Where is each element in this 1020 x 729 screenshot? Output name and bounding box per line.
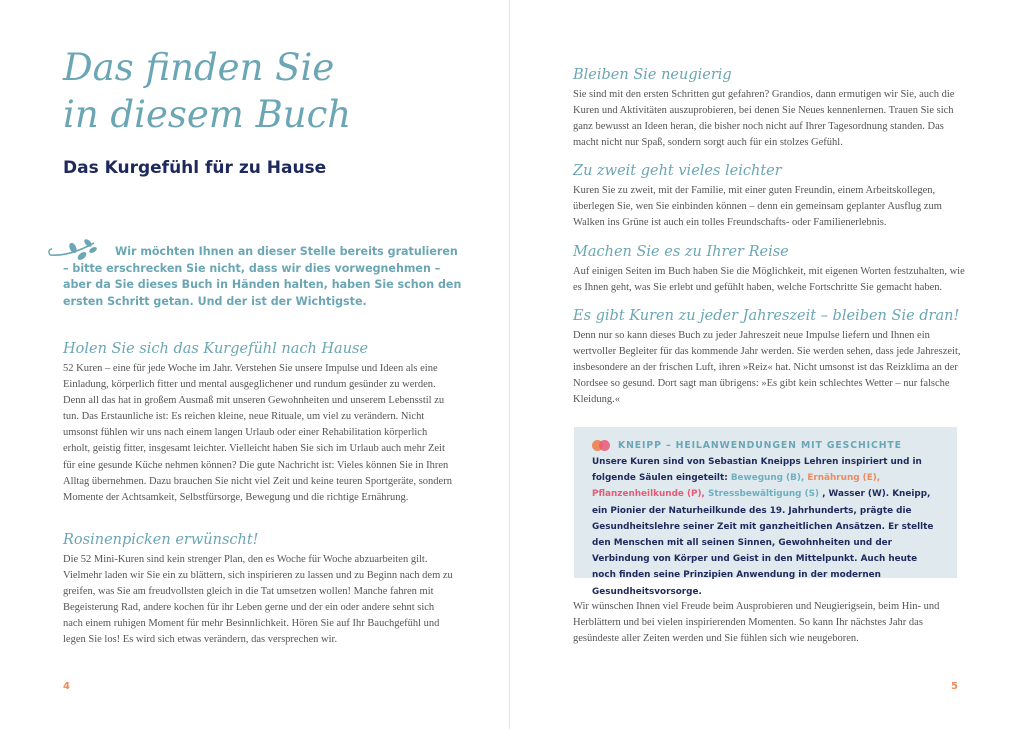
section-body: Auf einigen Seiten im Buch haben Sie die Möglichkeit, mit eigenen Worten festzuhalten, wie es Ihnen geht, was Sie erlebt und gefühlt haben, welche Fortschritte Sie gemacht haben. <box>573 266 965 294</box>
left-page <box>0 0 509 729</box>
section-heading: Machen Sie es zu Ihrer Reise <box>573 244 789 260</box>
page-number-right: 5 <box>951 681 958 692</box>
page-title <box>63 44 483 138</box>
kneipp-logo-icon <box>592 439 612 451</box>
page-number-left: 4 <box>63 681 70 692</box>
section-body: Sie sind mit den ersten Schritten gut gefahren? Grandios, dann ermutigen wir Sie, auch die Kuren und Aktivitäten auszuprobieren, bei denen Sie Neues kennenlernen. Trauen Sie sich ganz bewusst an Ideen heran, die bisher noch nicht auf Ihrer Tagesordnung standen. Das macht nicht nur Spaß, sondern sorgt auch für ein stolzes Gefühl. <box>573 89 955 149</box>
section-jahreszeit <box>573 307 968 408</box>
section-zweit <box>573 162 968 231</box>
section-heading: Holen Sie sich das Kurgefühl nach Hause <box>63 341 369 357</box>
kneipp-info-box <box>574 427 957 597</box>
section-body: 52 Kuren – eine für jede Woche im Jahr. Verstehen Sie unsere Impulse und Ideen als eine Einladung, körperlich fitter und mental ausgeglichener und rundum gesünder zu werden. Denn all das hat in großem Ausmaß mit unseren Gewohnheiten und unserem Lebensstil zu tun. Das Erstaunliche ist: Es reichen kleine, neue Rituale, um viel zu verändern. Nicht umsonst fühlen wir uns nach einem langen Urlaub oder einer Rehabilitation körperlich erholt, geistig fitter, insgesamt leichter. Vielleicht haben Sie sich im Urlaub auch mehr Zeit für eine gesunde Küche nehmen können? Die gute Nachricht ist: Vieles können Sie in Ihren Alltag übernehmen. Dazu brauchen Sie nicht viel Zeit und keine teuren Sportgeräte, sondern Momente der Achtsamkeit, Selbstfürsorge, Bewegung und die richtige Ernährung. <box>63 363 452 503</box>
section-body: Die 52 Mini-Kuren sind kein strenger Plan, den es Woche für Woche abzuarbeiten gilt. Vielmehr laden wir Sie ein zu blättern, sich inspirieren zu lassen und zu Beginn nach dem zu greifen, was Sie am freudvollsten gleich in die Tat umsetzen wollen! Manche fahren mit Begeisterung Rad, andere kochen für ihr Leben gerne und der ein oder andere sehnt sich nach einem ruhigen Moment für mehr Besinnlichkeit. Hören Sie auf Ihr Bauchgefühl und legen Sie los! Es wird sich etwas verändern, das versprechen wir. <box>63 554 453 646</box>
title-line-2: in diesem Buch <box>63 93 352 136</box>
subtitle: Das Kurgefühl für zu Hause <box>63 158 327 178</box>
pillar-bewegung: Bewegung (B) <box>730 473 801 484</box>
section-heading: Zu zweit geht vieles leichter <box>573 163 782 179</box>
section-heading: Rosinenpicken erwünscht! <box>63 532 259 548</box>
kneipp-text <box>592 454 937 600</box>
pillar-ernaehrung: Ernährung (E) <box>807 473 877 484</box>
section-heading: Es gibt Kuren zu jeder Jahreszeit – bleiben Sie dran! <box>573 308 960 324</box>
pillar-stressbewaeltigung: Stressbewältigung (S) <box>708 489 820 500</box>
closing-paragraph: Wir wünschen Ihnen viel Freude beim Ausprobieren und Neugierigsein, beim Hin- und Herblättern und bei vielen inspirierenden Momenten. So kann Ihr nächstes Jahr das gesündeste aller Zeiten werden und Sie fühlen sich wie neugeboren. <box>573 601 940 645</box>
section-heading: Bleiben Sie neugierig <box>573 67 732 83</box>
pillar-separator: , <box>701 489 708 500</box>
section-body: Denn nur so kann dieses Buch zu jeder Jahreszeit neue Impulse liefern und Ihnen ein wertvoller Begleiter für das kommende Jahr werden. Sie werden sehen, dass jede Jahreszeit, insbesondere an der frischen Luft, ihren »Reiz« hat. Nicht umsonst ist das Reizklima an der Nordsee so gesund. Dort sagt man übrigens: »Es gibt kein schlechtes Wetter – nur falsche Kleidung.« <box>573 330 961 406</box>
section-bleiben <box>573 66 968 151</box>
kneipp-title: KNEIPP – HEILANWENDUNGEN MIT GESCHICHTE <box>618 439 902 451</box>
section-rosinen <box>63 531 456 649</box>
pillar-separator: , <box>800 473 808 484</box>
title-line-1: Das finden Sie <box>63 46 335 89</box>
intro-text: Wir möchten Ihnen an dieser Stelle bereits gratulieren – bitte erschrecken Sie nicht, dass wir dies vorwegnehmen – aber da Sie dieses Buch in Händen halten, haben Sie schon den ersten Schritt getan. Und der ist der Wichtigste. <box>63 245 462 308</box>
kneipp-text-intro: Unsere Kuren sind von Sebastian Kneipps Lehren inspiriert und in folgende Säulen eingeteilt: <box>592 457 922 484</box>
kneipp-text-outro: , Wasser (W). Kneipp, ein Pionier der Naturheilkunde des 19. Jahrhunderts, prägte die Gesundheitslehre seiner Zeit mit ganzheitlichen Ansätzen. Er stellte den Menschen mit all seinen Sinnen, Gewohnheiten und der Verbindung von Körper und Geist in den Mittelpunkt. Auch heute noch finden seine Prinzipien Anwendung in der modernen Gesundheitsvorsorge. <box>592 489 934 597</box>
pillar-pflanzenheilkunde: Pflanzenheilkunde (P) <box>592 489 702 500</box>
pillar-separator: , <box>876 473 881 484</box>
kneipp-header <box>592 439 937 451</box>
section-body: Kuren Sie zu zweit, mit der Familie, mit einer guten Freundin, einem Arbeitskollegen, überlegen Sie, wen Sie einbinden können – denn ein gemeinsam geplanter Ausflug zum Walken ins Grüne ist auch ein tolles Freundschafts- oder Familienerlebnis. <box>573 185 942 229</box>
section-holen <box>63 340 456 506</box>
section-reise <box>573 243 968 296</box>
